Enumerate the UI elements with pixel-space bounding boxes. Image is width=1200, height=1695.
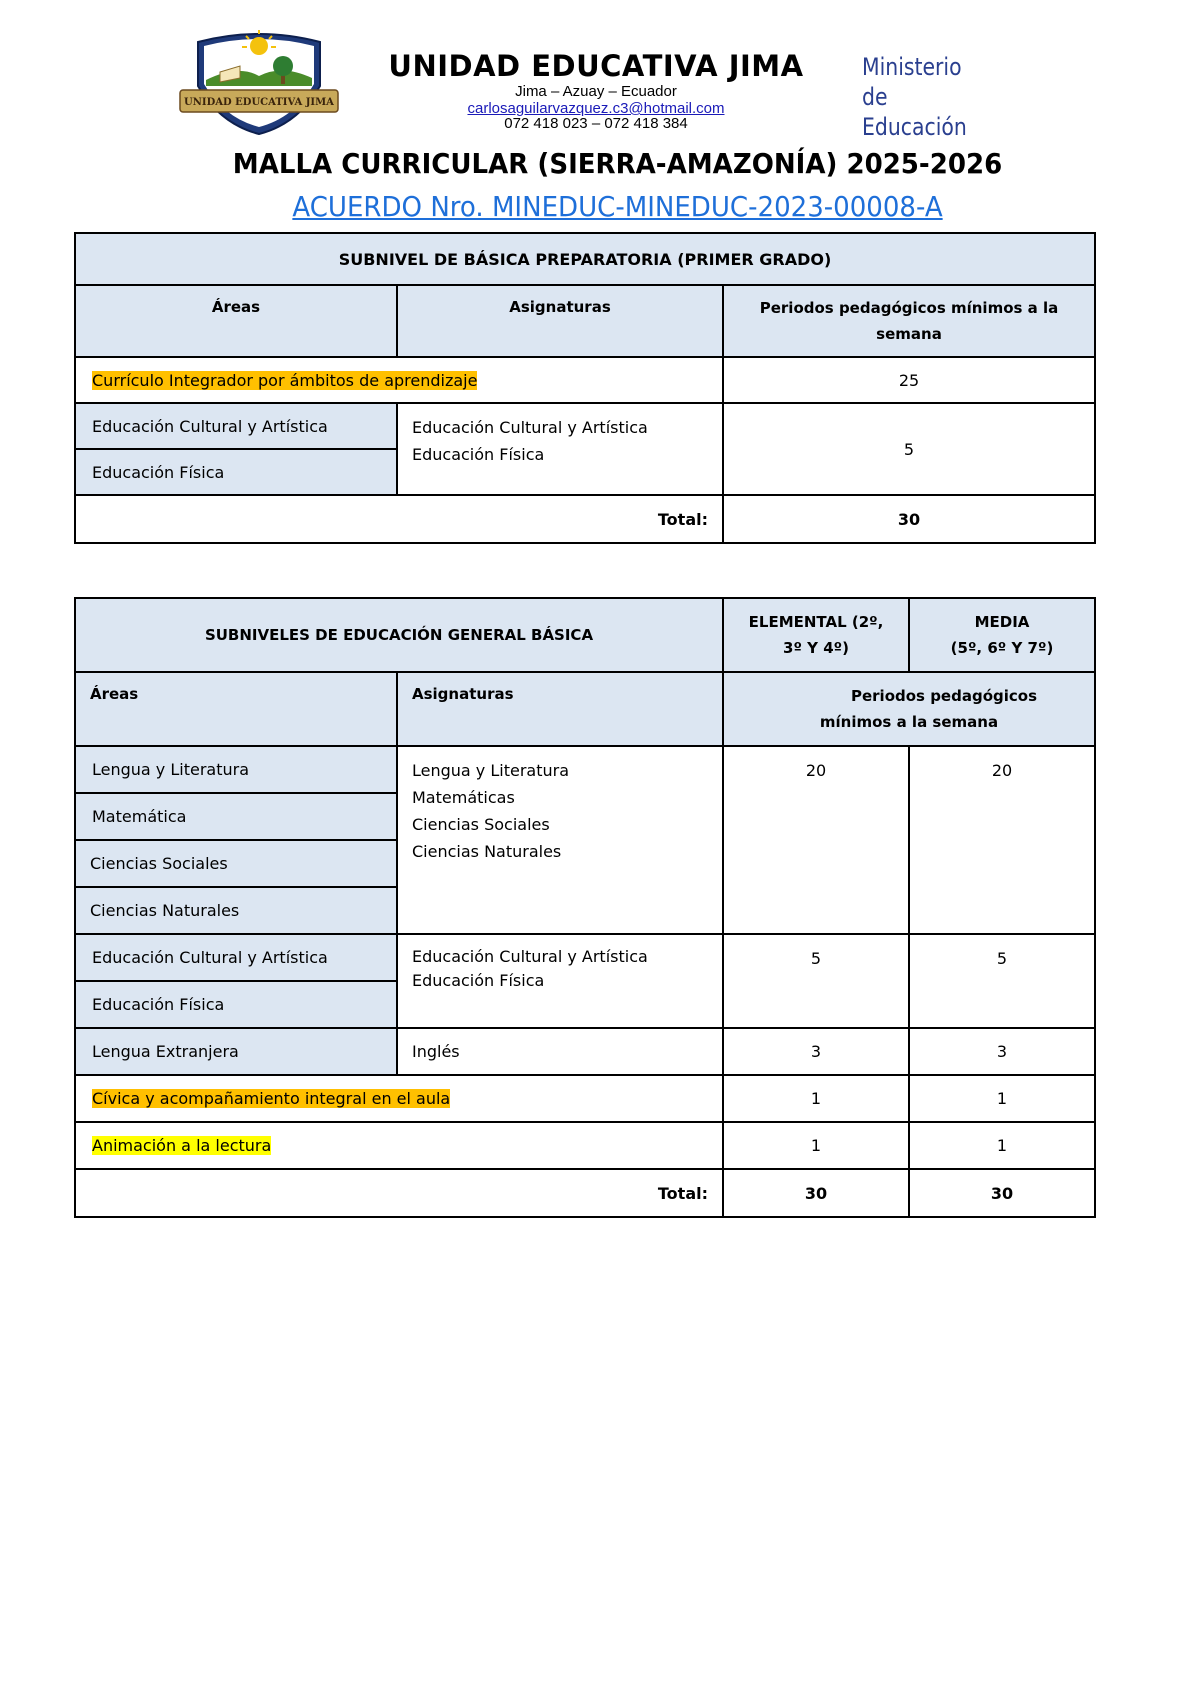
table2-lectura-label: Animación a la lectura — [92, 1136, 272, 1155]
periods-line-1: Periodos pedagógicos — [850, 687, 1038, 705]
table2-civica-elemental: 1 — [723, 1075, 909, 1122]
table2-group2-subjects — [397, 934, 723, 1028]
ministry-line-1: Ministerio — [862, 53, 962, 81]
table1-subjects-cell — [397, 403, 723, 495]
table2-group1-subjects — [397, 746, 723, 934]
preparatoria-table — [74, 232, 1096, 544]
table2-civica-media: 1 — [909, 1075, 1095, 1122]
elemental-line-2: 3º Y 4º) — [783, 639, 849, 657]
table1-subject: Educación Física — [412, 445, 545, 464]
table2-subject: Lengua y Literatura — [412, 761, 570, 780]
table2-subject: Matemáticas — [412, 788, 515, 807]
ministry-logo — [862, 52, 998, 142]
table1-col-areas: Áreas — [75, 285, 397, 357]
table2-area: Ciencias Naturales — [75, 887, 397, 934]
table1-col-periods: Periodos pedagógicos mínimos a la semana — [723, 285, 1095, 357]
table2-group3-elemental: 3 — [723, 1028, 909, 1075]
ministry-line-2: de Educación — [862, 83, 967, 141]
table2-lectura-cell — [75, 1122, 723, 1169]
school-info — [370, 50, 822, 129]
table2-area: Lengua y Literatura — [75, 746, 397, 793]
table2-subject: Educación Física — [412, 971, 545, 990]
table2-title: SUBNIVELES DE EDUCACIÓN GENERAL BÁSICA — [75, 598, 723, 672]
table2-group1-media: 20 — [909, 746, 1095, 934]
table2-elemental-header — [723, 598, 909, 672]
table2-subject: Educación Cultural y Artística — [412, 947, 648, 966]
table2-area: Lengua Extranjera — [75, 1028, 397, 1075]
school-name: UNIDAD EDUCATIVA JIMA — [388, 49, 804, 83]
table2-total-elemental: 30 — [723, 1169, 909, 1217]
media-line-2: (5º, 6º Y 7º) — [950, 639, 1054, 657]
table1-integrator-cell — [75, 357, 723, 403]
table2-civica-cell — [75, 1075, 723, 1122]
table2-total-label: Total: — [75, 1169, 723, 1217]
general-basica-table — [74, 597, 1096, 1218]
elemental-line-1: ELEMENTAL (2º, — [748, 613, 884, 631]
table1-areas-value: 5 — [723, 403, 1095, 495]
table1-integrator-label: Currículo Integrador por ámbitos de aprendizaje — [92, 370, 478, 390]
table2-subject: Inglés — [397, 1028, 723, 1075]
table1-col-subjects: Asignaturas — [397, 285, 723, 357]
agreement-link[interactable]: ACUERDO Nro. MINEDUC-MINEDUC-2023-00008-A — [292, 190, 943, 223]
table1-total-label: Total: — [75, 495, 723, 543]
table2-area: Ciencias Sociales — [75, 840, 397, 887]
media-line-1: MEDIA — [974, 613, 1030, 631]
logo-banner-text: UNIDAD EDUCATIVA JIMA — [184, 97, 334, 108]
school-email-link[interactable]: carlosaguilarvazquez.c3@hotmail.com — [467, 100, 725, 117]
table2-col-areas: Áreas — [75, 672, 397, 746]
table2-subject: Ciencias Sociales — [412, 815, 550, 834]
table2-area: Educación Cultural y Artística — [75, 934, 397, 981]
table2-lectura-media: 1 — [909, 1122, 1095, 1169]
table2-group2-elemental: 5 — [723, 934, 909, 1028]
table2-group2-media: 5 — [909, 934, 1095, 1028]
table2-total-media: 30 — [909, 1169, 1095, 1217]
page-title: MALLA CURRICULAR (SIERRA-AMAZONÍA) 2025-2026 — [232, 147, 1003, 180]
table1-title: SUBNIVEL DE BÁSICA PREPARATORIA (PRIMER GRADO) — [75, 233, 1095, 285]
table2-col-subjects: Asignaturas — [397, 672, 723, 746]
school-location: Jima – Azuay – Ecuador — [515, 83, 677, 100]
table1-total-value: 30 — [723, 495, 1095, 543]
table2-area: Matemática — [75, 793, 397, 840]
table2-group3-media: 3 — [909, 1028, 1095, 1075]
table2-group1-elemental: 20 — [723, 746, 909, 934]
school-logo — [178, 20, 340, 136]
table1-area: Educación Física — [75, 449, 397, 495]
table2-area: Educación Física — [75, 981, 397, 1028]
table2-lectura-elemental: 1 — [723, 1122, 909, 1169]
table2-subject: Ciencias Naturales — [412, 842, 562, 861]
table1-area: Educación Cultural y Artística — [75, 403, 397, 449]
table2-media-header — [909, 598, 1095, 672]
table2-col-periods — [723, 672, 1095, 746]
periods-line-2: mínimos a la semana — [819, 713, 999, 731]
school-phones: 072 418 023 – 072 418 384 — [504, 117, 688, 129]
table2-civica-label: Cívica y acompañamiento integral en el aula — [92, 1089, 451, 1108]
table1-integrator-value: 25 — [723, 357, 1095, 403]
table1-subject: Educación Cultural y Artística — [412, 418, 648, 437]
